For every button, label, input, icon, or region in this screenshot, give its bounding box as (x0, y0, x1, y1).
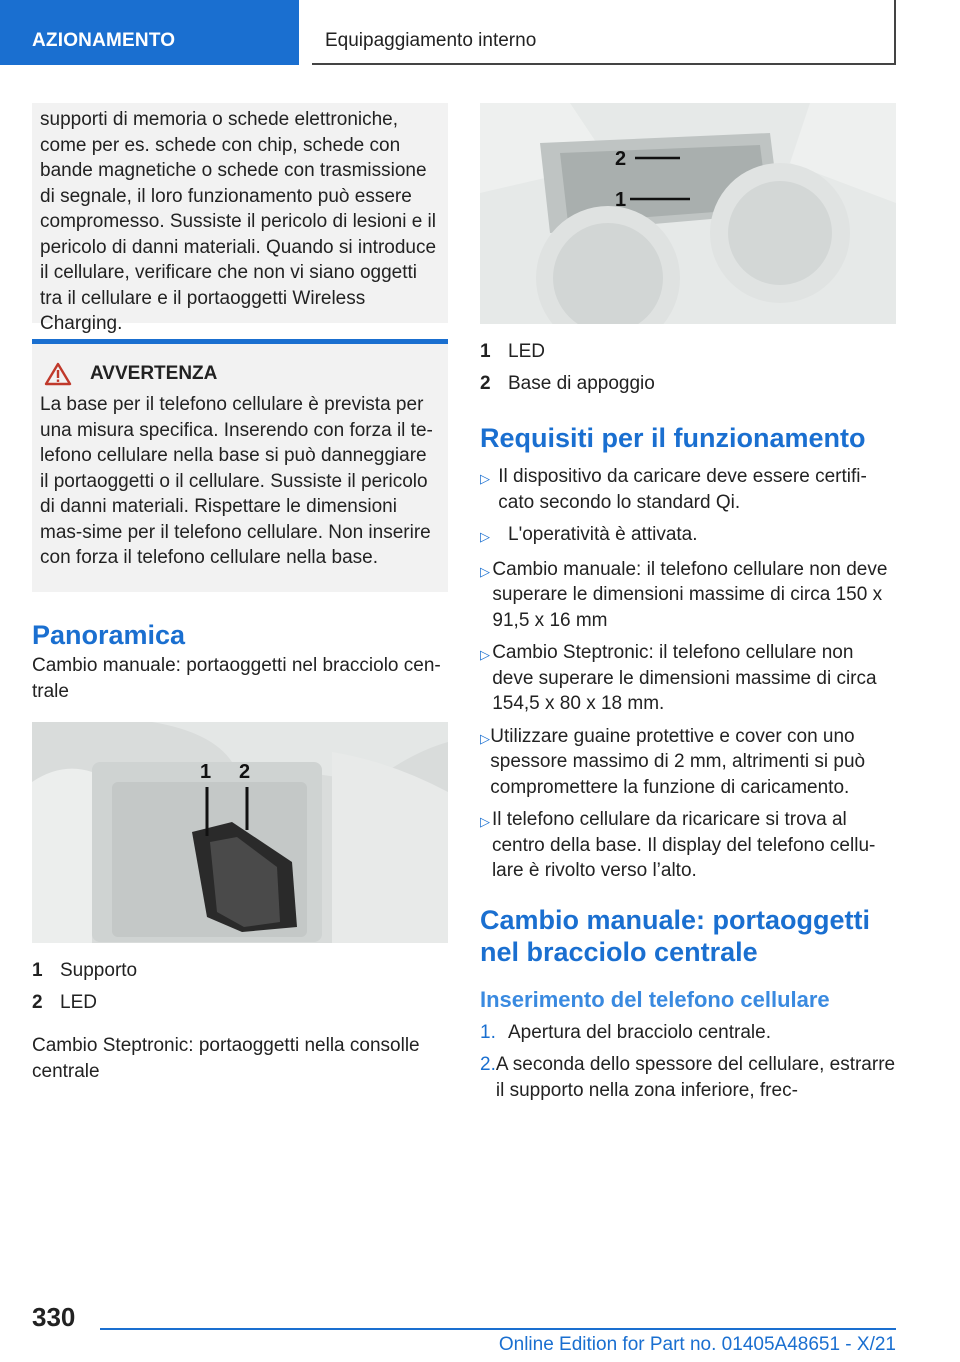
legend-label: Base di appoggio (508, 373, 655, 394)
photo-label-1: 1 (200, 761, 212, 783)
legend-row (480, 368, 896, 400)
step-text: Apertura del bracciolo centrale. (508, 1021, 771, 1043)
legend-label: Supporto (60, 960, 138, 981)
triangle-bullet-icon: ▷ (480, 563, 490, 579)
list-item (480, 464, 896, 515)
legend-number: 1 (32, 960, 43, 981)
console-storage-illustration (480, 103, 896, 324)
warning-title: AVVERTENZA (90, 363, 218, 384)
step-number: 2. (480, 1054, 496, 1075)
overview-text: Cambio manuale: portaoggetti nel bracciolo cen-trale (32, 655, 441, 702)
list-item (480, 724, 896, 801)
triangle-bullet-icon: ▷ (480, 814, 490, 829)
triangle-bullet-icon: ▷ (480, 730, 490, 746)
requirements-heading: Requisiti per il funzionamento (480, 423, 866, 453)
footer-edition: Online Edition for Part no. 01405A48651 - X/21 (498, 1334, 896, 1355)
list-item-text: Il dispositivo da caricare deve essere certifi-cato secondo lo standard Qi. (498, 466, 867, 513)
footer-divider (100, 1328, 896, 1330)
chapter-title: Equipaggiamento interno (312, 0, 896, 65)
photo-label-2: 2 (239, 761, 251, 783)
requirements-list (480, 464, 896, 884)
armrest-storage-illustration (32, 722, 448, 943)
step-text: A seconda dello spessore del cellulare, estrarre il supporto nella zona inferiore, frec- (495, 1054, 896, 1101)
list-item (480, 522, 896, 550)
manual-heading: Cambio manuale: portaoggetti nel bracciolo centrale (480, 904, 871, 967)
list-item-text: L'operatività è attivata. (508, 524, 698, 545)
list-item-text: Cambio manuale: il telefono cellulare non deve superare le dimensioni massime di circa 150 x 91,5 x 16 mm (492, 558, 888, 631)
triangle-bullet-icon: ▷ (480, 647, 490, 662)
triangle-bullet-icon: ▷ (480, 471, 490, 486)
list-item (480, 640, 896, 717)
warning-text: La base per il telefono cellulare è prevista per una misura specifica. Inserendo con forza il te-lefono cellulare nella base si può danneggiare il portaoggetti o il cellulare. Sussiste il pericolo di danni materiali. Rispettare le dimensioni mas-sime per il telefono cellulare. Non inserire con forza il telefono cellulare nella base. (40, 394, 433, 568)
insert-heading: Inserimento del telefono cellulare (480, 986, 830, 1012)
legend-row (32, 987, 448, 1019)
legend-label: LED (60, 992, 97, 1013)
list-item-text: Cambio Steptronic: il telefono cellulare non deve superare le dimensioni massime di circa 154,5 x 80 x 18 mm. (492, 642, 877, 714)
left-column (32, 103, 448, 1084)
steps-list (480, 1020, 896, 1104)
list-item (480, 807, 896, 884)
legend-row (32, 955, 448, 987)
section-tab: AZIONAMENTO (0, 0, 299, 65)
photo-label-1: 1 (615, 189, 627, 211)
warning-header (40, 362, 440, 386)
legend-row (480, 336, 896, 368)
legend-label: LED (508, 341, 545, 362)
page-number: 330 (32, 1302, 76, 1332)
info-box-text: supporti di memoria o schede elettroniche, come per es. schede con chip, schede con bande magnetiche o schede con trasmissione di segnale, il loro funzionamento può essere compromesso. Sussiste il pericolo di lesioni e il pericolo di danni materiali. Quando si introduce il cellulare, verificare che non vi siano oggetti tra il cellulare e il portaoggetti Wireless Charging. (40, 109, 437, 334)
step-number: 1. (480, 1021, 496, 1043)
right-column (480, 103, 896, 1110)
list-item-text: Il telefono cellulare da ricaricare si trova al centro della base. Il display del telefono cellu-lare è rivolto verso l’alto. (491, 809, 876, 881)
legend-number: 2 (480, 373, 491, 394)
console-storage-photo (480, 103, 896, 324)
list-item-text: Utilizzare guaine protettive e cover con uno spessore massimo di 2 mm, altrimenti si può compromettere la funzione di caricamento. (490, 725, 866, 798)
list-item (480, 1052, 896, 1103)
legend-number: 1 (480, 341, 491, 362)
triangle-bullet-icon: ▷ (480, 529, 490, 544)
right-legend (480, 336, 896, 400)
legend-number: 2 (32, 992, 43, 1013)
warning-triangle-icon (44, 362, 72, 386)
list-item (480, 1020, 896, 1046)
warning-box (32, 339, 448, 592)
photo-label-2: 2 (615, 148, 627, 170)
info-box (32, 103, 448, 334)
steptronic-text: Cambio Steptronic: portaoggetti nella consolle centrale (32, 1035, 420, 1082)
left-legend (32, 955, 448, 1019)
armrest-storage-photo (32, 722, 448, 943)
list-item (480, 557, 896, 634)
overview-heading: Panoramica (32, 620, 186, 650)
